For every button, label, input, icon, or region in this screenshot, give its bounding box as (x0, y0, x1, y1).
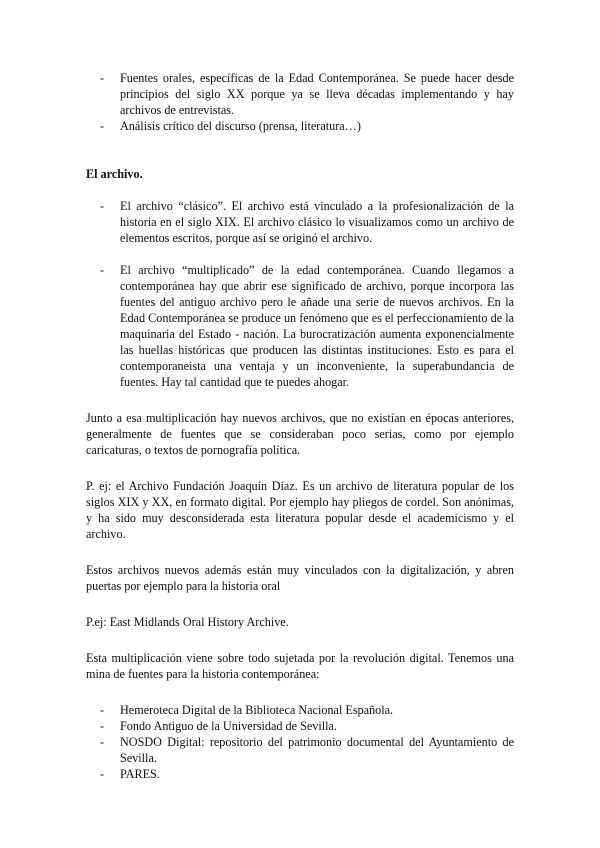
dash-bullet: - (100, 735, 105, 749)
paragraph-example-midlands: P.ej: East Midlands Oral History Archive. (86, 615, 289, 629)
list-item (86, 118, 514, 134)
paragraph-example-diaz: P. ej: el Archivo Fundación Joaquín Díaz. Es un archivo de literatura popular de los siglos XIX y XX, en formato digital. Por ejemplo hay pliegos de cordel. Son anónimas, y ha sido muy desconsiderada esta literatura popular desde el academicismo y el archivo. (86, 479, 514, 541)
archive-list (86, 198, 514, 390)
list-item (86, 702, 514, 718)
dash-bullet: - (100, 703, 105, 717)
list-item (86, 198, 514, 246)
dash-bullet: - (100, 199, 105, 213)
sources-list (86, 702, 514, 782)
list-item-text: Hemeroteca Digital de la Biblioteca Nacional Española. (120, 703, 394, 717)
list-item-text: NOSDO Digital: repositorio del patrimonio documental del Ayuntamiento de Sevilla. (120, 735, 514, 765)
list-item-text: Análisis crítico del discurso (prensa, literatura…) (120, 119, 361, 133)
intro-list (86, 70, 514, 134)
list-item (86, 718, 514, 734)
list-item-text: El archivo “clásico”. El archivo está vinculado a la profesionalización de la historia en el siglo XIX. El archivo clásico lo visualizamos como un archivo de elementos escritos, porque así se originó el archivo. (120, 199, 514, 245)
list-item (86, 734, 514, 766)
list-item-text: PARES. (120, 767, 160, 781)
list-item (86, 766, 514, 782)
paragraph-digitalization: Estos archivos nuevos además están muy vinculados con la digitalización, y abren puertas por ejemplo para la historia oral (86, 563, 514, 593)
dash-bullet: - (100, 71, 105, 85)
list-item-text: Fondo Antiguo de la Universidad de Sevilla. (120, 719, 337, 733)
dash-bullet: - (100, 119, 105, 133)
list-item-text: El archivo “multiplicado” de la edad contemporánea. Cuando llegamos a contemporánea hay que abrir ese significado de archivo, porque incorpora las fuentes del antiguo archivo pero le añade una serie de nuevos archivos. En la Edad Contemporánea se produce un fenómeno que es el perfeccionamiento de la maquinaria del Estado - nación. La burocratización aumenta exponencialmente las huellas históricas que producen las distintas instituciones. Esto es para el contemporaneista una ventaja y un inconveniente, la superabundancia de fuentes. Hay tal cantidad que te puedes ahogar. (120, 263, 514, 389)
dash-bullet: - (100, 767, 105, 781)
dash-bullet: - (100, 263, 105, 277)
paragraph-digital-revolution: Esta multiplicación viene sobre todo sujetada por la revolución digital. Tenemos una mina de fuentes para la historia contemporánea: (86, 651, 514, 681)
list-item (86, 70, 514, 118)
list-item (86, 262, 514, 390)
dash-bullet: - (100, 719, 105, 733)
document-page (86, 70, 514, 782)
paragraph-multiplication: Junto a esa multiplicación hay nuevos archivos, que no existían en épocas anteriores, generalmente de fuentes que se consideraban poco serias, como por ejemplo caricaturas, o textos de pornografía política. (86, 411, 514, 457)
section-heading: El archivo. (86, 167, 143, 181)
list-item-text: Fuentes orales, específicas de la Edad Contemporánea. Se puede hacer desde principios del siglo XX porque ya se lleva décadas implementando y hay archivos de entrevistas. (120, 71, 514, 117)
